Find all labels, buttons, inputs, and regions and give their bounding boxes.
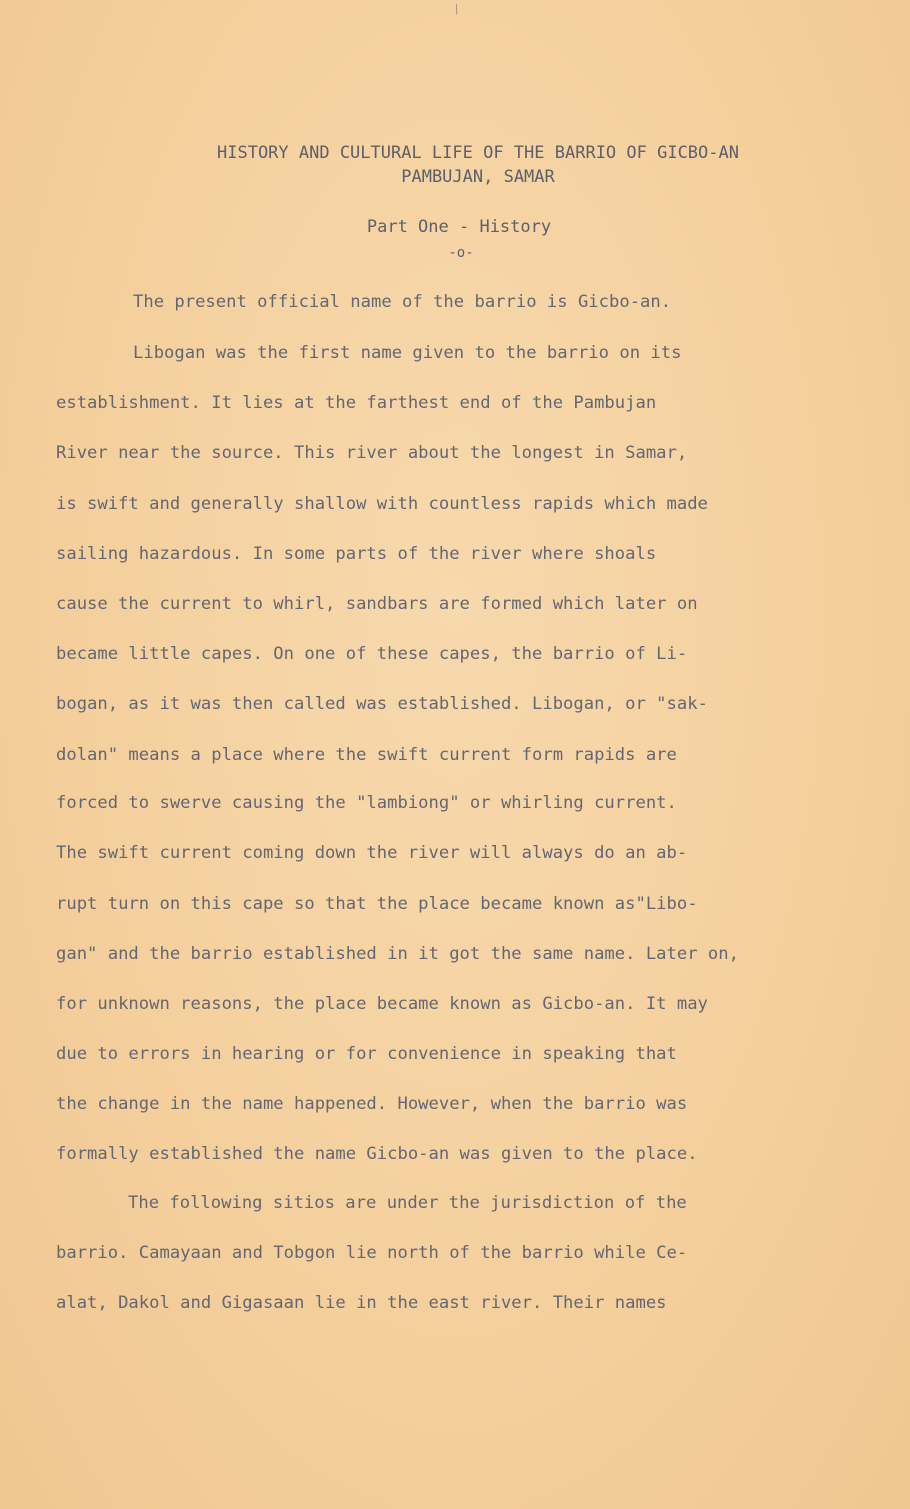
body-line: alat, Dakol and Gigasaan lie in the east river. Their names: [56, 1293, 667, 1313]
body-line: became little capes. On one of these capes, the barrio of Li-: [56, 644, 688, 664]
body-line: The following sitios are under the jurisdiction of the: [128, 1193, 687, 1213]
body-line: due to errors in hearing or for convenience in speaking that: [56, 1044, 677, 1064]
body-line: barrio. Camayaan and Tobgon lie north of the barrio while Ce-: [56, 1243, 688, 1263]
document-title-line2: PAMBUJAN, SAMAR: [401, 167, 555, 187]
body-line: is swift and generally shallow with countless rapids which made: [56, 494, 708, 514]
body-line: for unknown reasons, the place became known as Gicbo-an. It may: [56, 994, 708, 1014]
body-line: cause the current to whirl, sandbars are formed which later on: [56, 594, 698, 614]
body-line: The swift current coming down the river will always do an ab-: [56, 843, 688, 863]
body-line: formally established the name Gicbo-an was given to the place.: [56, 1144, 698, 1164]
section-separator: -o-: [448, 245, 474, 261]
section-heading: Part One - History: [366, 217, 552, 237]
body-line: the change in the name happened. However, when the barrio was: [56, 1094, 688, 1114]
document-title-line1: HISTORY AND CULTURAL LIFE OF THE BARRIO OF GICBO-AN: [217, 143, 739, 163]
body-line: dolan" means a place where the swift current form rapids are: [56, 745, 677, 765]
body-line: River near the source. This river about the longest in Samar,: [56, 443, 688, 463]
body-line: Libogan was the first name given to the barrio on its: [133, 343, 682, 363]
body-line: gan" and the barrio established in it got the same name. Later on,: [56, 944, 739, 964]
body-line: bogan, as it was then called was established. Libogan, or "sak-: [56, 694, 708, 714]
body-line: The present official name of the barrio is Gicbo-an.: [133, 292, 672, 312]
body-line: establishment. It lies at the farthest end of the Pambujan: [56, 393, 657, 413]
body-line: sailing hazardous. In some parts of the river where shoals: [56, 544, 657, 564]
body-line: rupt turn on this cape so that the place became known as"Libo-: [56, 894, 698, 914]
pencil-mark: ⁄: [449, 1, 465, 20]
body-line: forced to swerve causing the "lambiong" or whirling current.: [56, 793, 677, 813]
